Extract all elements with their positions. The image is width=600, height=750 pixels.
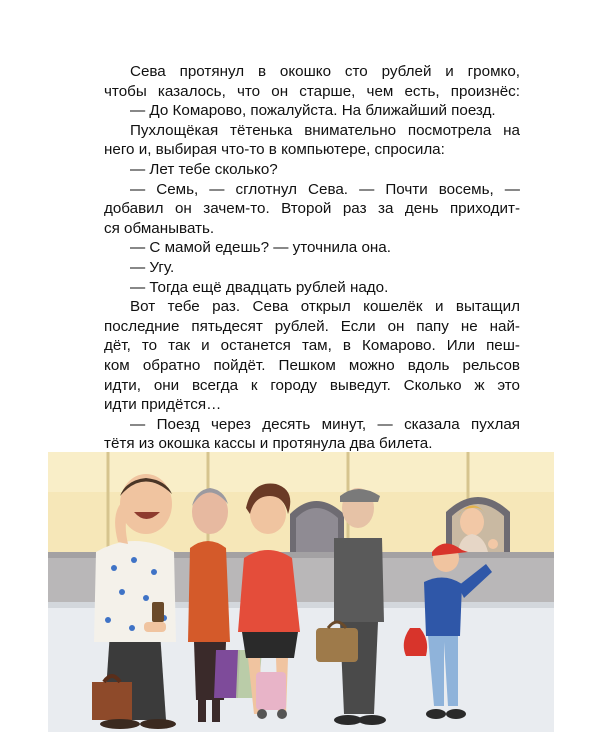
text-line: — Лет тебе сколько?: [130, 160, 278, 178]
text-line: Пухлощёкая тётенька внимательно посмотрела на: [130, 121, 520, 139]
text-line: — До Комарово, пожалуйста. На ближайший поезд.: [130, 102, 496, 120]
text-line: — Семь, — сглотнул Сева. — Почти восемь, —: [130, 180, 520, 198]
text-line: идти придётся…: [104, 396, 222, 414]
ticket-office-illustration: [48, 452, 554, 732]
text-line: добавил он зачем-то. Второй раз за день приходит-: [104, 200, 520, 218]
text-line: — С мамой едешь? — уточнила она.: [130, 239, 391, 257]
text-line: идти, они всегда к городу выведут. Сколько ж это: [104, 376, 520, 394]
text-line: тётя из окошка кассы и протянула два билета.: [104, 435, 433, 453]
text-line: Сева протянул в окошко сто рублей и громко,: [130, 63, 520, 80]
text-line: ся обманывать.: [104, 219, 215, 237]
story-text: [104, 62, 520, 454]
text-line: последние пятьдесят рублей. Если он папу не най-: [104, 317, 520, 335]
wall-glow: [48, 452, 554, 492]
text-line: дёт, то так и останется там, в Комарово. Или пеш-: [104, 337, 520, 355]
text-line: чтобы казалось, что он старше, чем есть, произнёс:: [104, 82, 520, 100]
text-line: Вот тебе раз. Сева открыл кошелёк и вытащил: [130, 298, 520, 316]
text-line: — Угу.: [130, 258, 175, 276]
text-line: него и, выбирая что-то в компьютере, спросила:: [104, 141, 445, 159]
text-line: — Тогда ещё двадцать рублей надо.: [130, 278, 389, 296]
text-line: ком обратно пойдёт. Пешком можно вдоль рельсов: [104, 356, 520, 374]
text-line: — Поезд через десять минут, — сказала пухлая: [130, 415, 520, 433]
